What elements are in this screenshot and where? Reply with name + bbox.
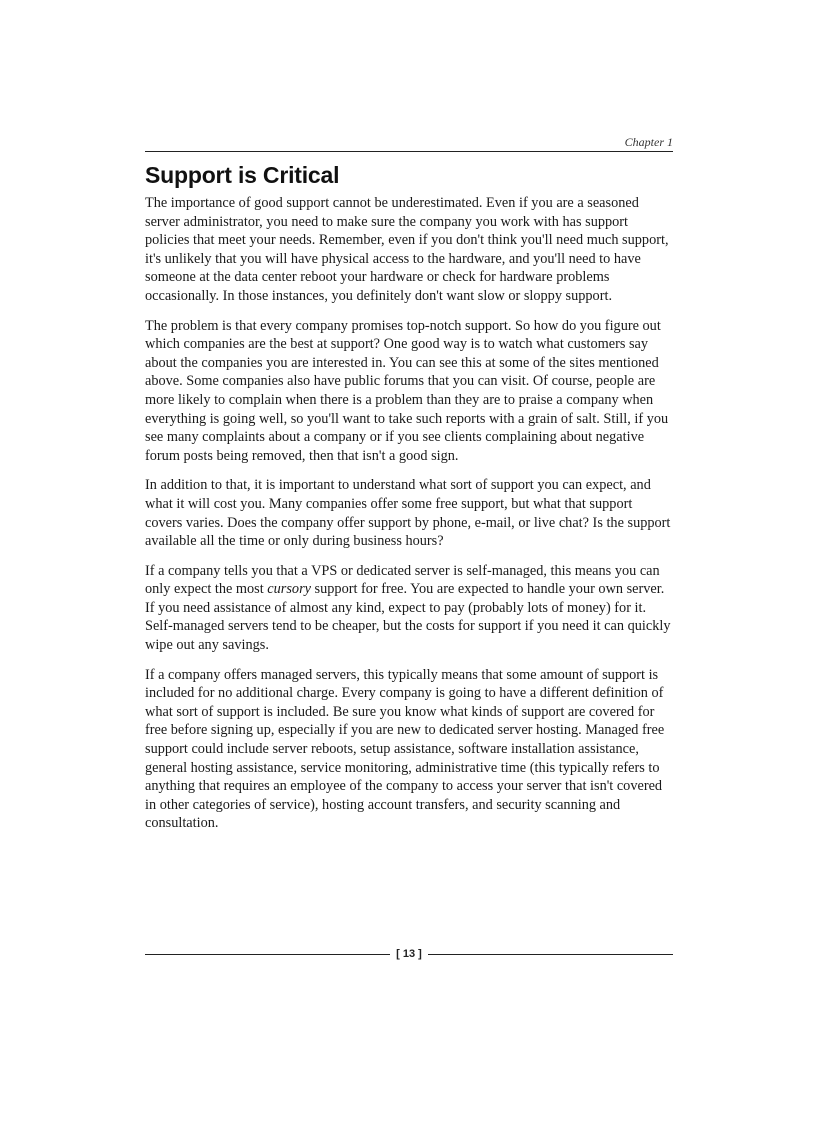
page-body (145, 160, 673, 844)
page-number: [ 13 ] (396, 948, 422, 960)
paragraph-top-notch-support: The problem is that every company promises top-notch support. So how do you figure out which companies are the best at support? One good way is to watch what customers say about the companies you are interested in. You can see this at some of the sites mentioned above. Some companies also have public forums that you can visit. Of course, people are more likely to complain when there is a problem than they are to praise a company when everything is going well, so you'll want to take such reports with a grain of salt. Still, if you see many complaints about a company or if you see clients complaining about negative forum posts being removed, then that isn't a good sign. (145, 317, 669, 464)
self-managed-text-before: If a company tells you that a VPS or dedicated server is self-managed, this means you can only expect the most (145, 562, 660, 598)
paragraph-managed-servers: If a company offers managed servers, this typically means that some amount of support is included for no additional charge. Every company is going to have a different definition of what sort of support is included. Be sure you know what kinds of support are covered for free before signing up, especially if you are new to dedicated server hosting. Managed free support could include server reboots, setup assistance, software installation assistance, general hosting assistance, service monitoring, administrative time (this typically refers to anything that requires an employee of the company to access your server that isn't covered in other categories of service), hosting account transfers, and security scanning and consultation. (145, 666, 665, 832)
paragraph-self-managed (145, 562, 673, 655)
cursory-emphasis: cursory (267, 581, 311, 598)
page-footer (145, 944, 673, 964)
chapter-label: Chapter 1 (624, 135, 673, 149)
section-title: Support is Critical (145, 162, 340, 188)
paragraph-support-cost: In addition to that, it is important to understand what sort of support you can expect, and what it will cost you. Many companies offer some free support, but what that support covers varies. Does the company offer support by phone, e-mail, or live chat? Is the support available all the time or only during business hours? (145, 477, 671, 550)
footer-rule-left (145, 954, 390, 955)
footer-rule-right (428, 954, 673, 955)
paragraph-support-importance: The importance of good support cannot be underestimated. Even if you are a seasoned server administrator, you need to make sure the company you work with has support policies that meet your needs. Remember, even if you don't think you'll need much support, it's unlikely that you will have physical access to the hardware, and you'll need to have someone at the data center reboot your hardware or check for hardware problems occasionally. In those instances, you definitely don't want slow or sloppy support. (145, 195, 669, 304)
running-header (145, 135, 673, 152)
self-managed-text-after: support for free. You are expected to handle your own server. If you need assistance of almost any kind, expect to pay (probably lots of money) for it. Self-managed servers tend to be cheaper, but the costs for support if you need it can quickly wipe out any savings. (145, 581, 671, 654)
